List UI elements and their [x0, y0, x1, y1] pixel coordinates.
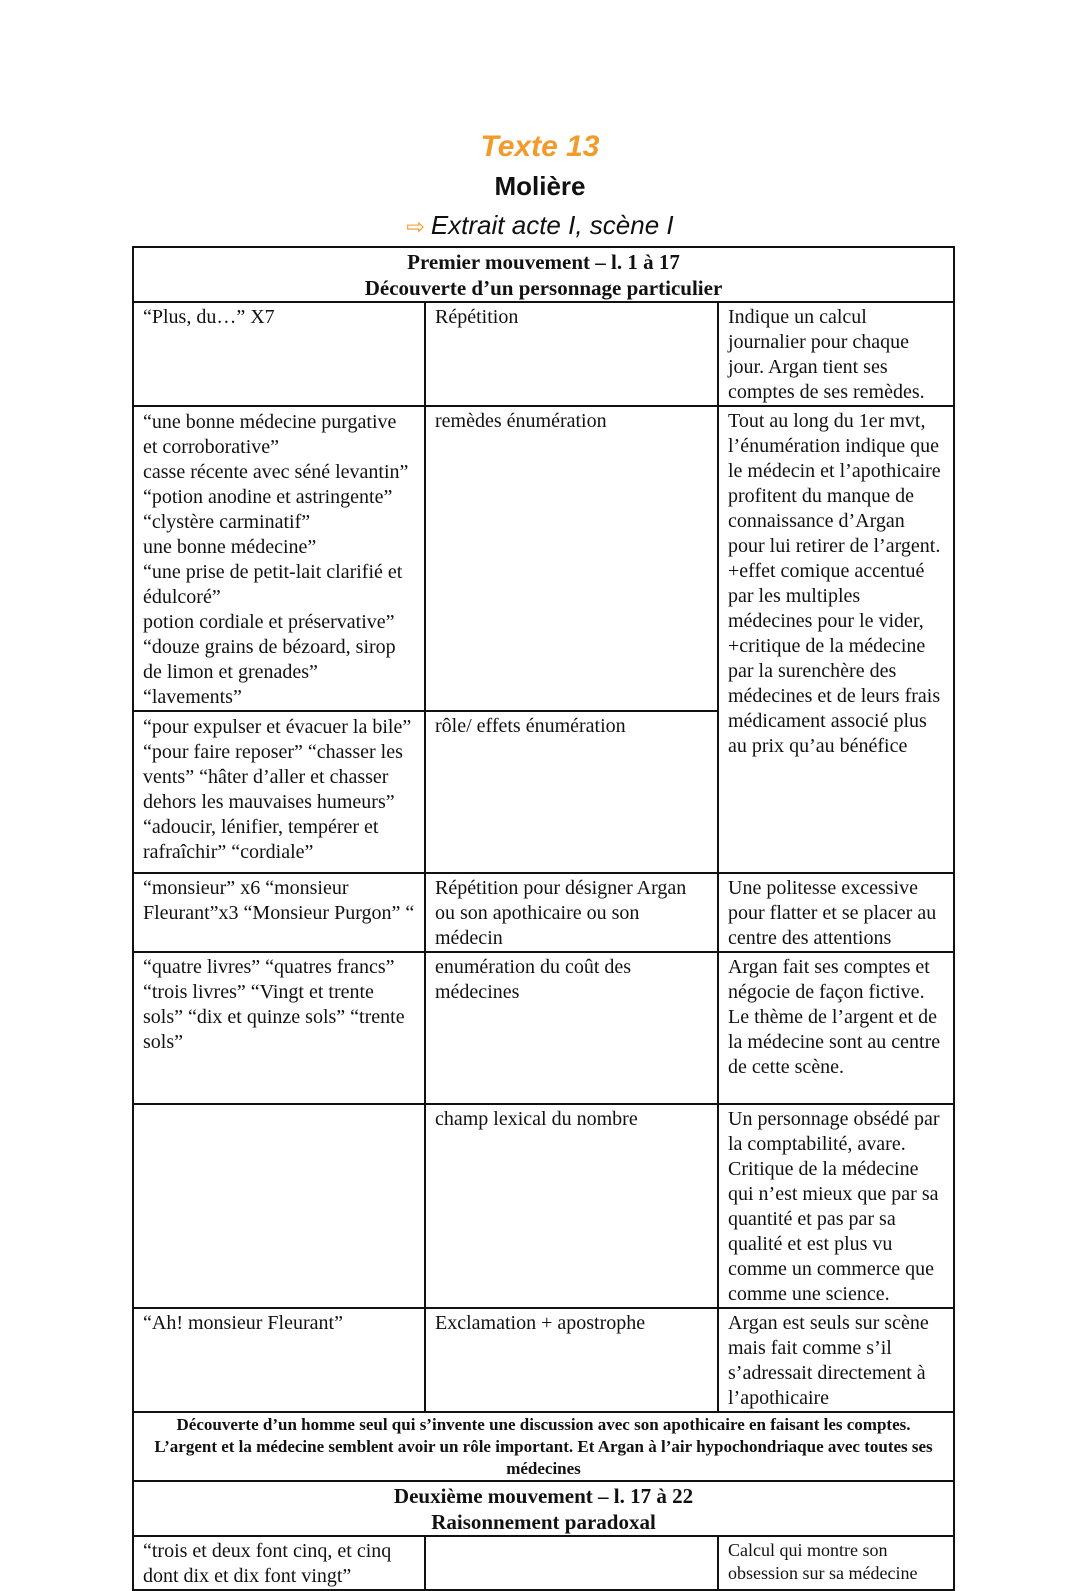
figure-cell — [425, 1536, 718, 1590]
quote-cell — [133, 1104, 425, 1308]
analysis-cell: Argan est seuls sur scène mais fait comme s’il s’adressait directement à l’apothicaire — [718, 1308, 954, 1412]
quote-cell: “trois et deux font cinq, et cinq dont dix et dix font vingt” — [133, 1536, 425, 1590]
author-name: Molière — [494, 171, 586, 201]
quote-line: “potion anodine et astringente” — [143, 486, 393, 508]
document-title: Texte 13 — [480, 130, 600, 163]
analysis-table — [132, 246, 955, 1591]
quote-line: “une bonne médecine purgative et corroborative” — [143, 411, 397, 458]
analysis-cell: Une politesse excessive pour flatter et se placer au centre des attentions — [718, 873, 954, 952]
figure-cell: Répétition pour désigner Argan ou son apothicaire ou son médecin — [425, 873, 718, 952]
movement1-summary: Découverte d’un homme seul qui s’invente une discussion avec son apothicaire en faisant les comptes. L’argent et la médecine semblent avoir un rôle important. Et Argan à l’air hypochondriaque avec toutes ses médecines — [133, 1412, 954, 1481]
table-row — [133, 1104, 954, 1308]
analysis-cell: Calcul qui montre son obsession sur sa médecine — [718, 1536, 954, 1590]
quote-cell — [133, 406, 425, 711]
quote-line: “pour expulser et évacuer la bile” “pour faire reposer” “chasser les vents” “hâter d’aller et chasser dehors les mauvaises humeurs” “adoucir, lénifier, tempérer et rafraîchir” “cordiale” — [143, 716, 412, 863]
excerpt-subtitle — [0, 210, 1080, 241]
movement2-subheading: Raisonnement paradoxal — [431, 1510, 656, 1534]
right-arrow-icon: ⇨ — [406, 214, 425, 239]
summary-row — [133, 1412, 954, 1481]
quote-cell — [133, 711, 425, 873]
figure-cell: Exclamation + apostrophe — [425, 1308, 718, 1412]
figure-cell: rôle/ effets énumération — [425, 711, 718, 873]
quote-line: casse récente avec séné levantin” — [143, 461, 409, 483]
quote-line: “une prise de petit-lait clarifié et édulcoré” — [143, 561, 403, 608]
quote-line: “clystère carminatif” — [143, 511, 311, 533]
quote-cell: “quatre livres” “quatres francs” “trois livres” “Vingt et trente sols” “dix et quinze sols” “trente sols” — [133, 952, 425, 1104]
figure-cell: Répétition — [425, 302, 718, 406]
table-row — [133, 1308, 954, 1412]
table-row — [133, 873, 954, 952]
figure-cell: champ lexical du nombre — [425, 1104, 718, 1308]
figure-cell: enumération du coût des médecines — [425, 952, 718, 1104]
analysis-cell: Tout au long du 1er mvt, l’énumération indique que le médecin et l’apothicaire profitent du manque de connaissance d’Argan pour lui retirer de l’argent. +effet comique accentué par les multiples médecines pour le vider, +critique de la médecine par la surenchère des médecines et de leurs frais médicament associé plus au prix qu’au bénéfice — [718, 406, 954, 873]
table-row — [133, 952, 954, 1104]
analysis-cell: Un personnage obsédé par la comptabilité, avare. Critique de la médecine qui n’est mieux que par sa quantité et pas par sa qualité et est plus vu comme un commerce que comme une science. — [718, 1104, 954, 1308]
excerpt-subtitle-text: Extrait acte I, scène I — [430, 210, 674, 240]
movement2-heading: Deuxième mouvement – l. 17 à 22 — [393, 1484, 694, 1508]
quote-cell: “monsieur” x6 “monsieur Fleurant”x3 “Monsieur Purgon” “ — [133, 873, 425, 952]
movement1-heading: Premier mouvement – l. 1 à 17 — [407, 250, 680, 274]
movement2-header — [133, 1481, 954, 1536]
table-row — [133, 1536, 954, 1590]
movement1-subheading: Découverte d’un personnage particulier — [364, 276, 723, 300]
quote-line: une bonne médecine” — [143, 536, 317, 558]
table-row — [133, 406, 954, 711]
analysis-cell: Indique un calcul journalier pour chaque jour. Argan tient ses comptes de ses remèdes. — [718, 302, 954, 406]
quote-cell: “Plus, du…” X7 — [133, 302, 425, 406]
analysis-cell: Argan fait ses comptes et négocie de façon fictive. Le thème de l’argent et de la médecine sont au centre de cette scène. — [718, 952, 954, 1104]
table-row — [133, 302, 954, 406]
quote-line: “douze grains de bézoard, sirop de limon et grenades” “lavements” — [143, 636, 396, 708]
quote-cell: “Ah! monsieur Fleurant” — [133, 1308, 425, 1412]
movement1-header — [133, 247, 954, 302]
movement1-header-row — [133, 247, 954, 302]
movement2-header-row — [133, 1481, 954, 1536]
figure-cell: remèdes énumération — [425, 406, 718, 711]
quote-line: potion cordiale et préservative” — [143, 611, 395, 633]
